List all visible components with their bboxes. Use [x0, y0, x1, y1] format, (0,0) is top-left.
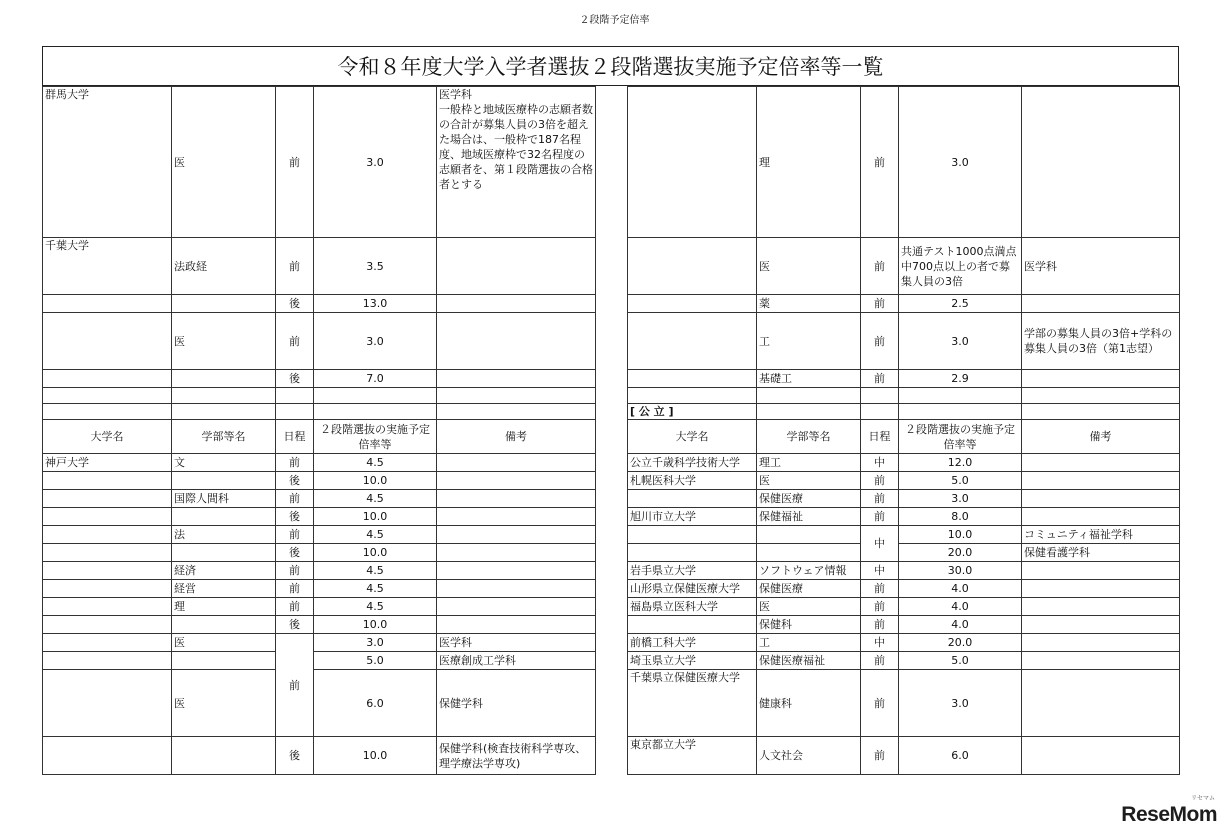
- schedule-cell: 前: [861, 238, 899, 295]
- faculty-cell: 工: [757, 634, 861, 652]
- table-row: [43, 295, 596, 313]
- rate-cell: 4.0: [899, 616, 1022, 634]
- faculty-cell: 医: [172, 87, 276, 238]
- table-row: [628, 562, 1180, 580]
- schedule-cell: 前: [276, 526, 314, 544]
- table-row: [628, 238, 1180, 295]
- table-row: [43, 454, 596, 472]
- table-row: [43, 737, 596, 775]
- header-schedule: 日程: [861, 420, 899, 454]
- rate-cell: 10.0: [314, 544, 437, 562]
- faculty-cell: 理: [172, 598, 276, 616]
- schedule-cell: 前: [276, 313, 314, 370]
- resemom-logo: ReseMom: [1121, 803, 1217, 826]
- header-rate: ２段階選抜の実施予定倍率等: [899, 420, 1022, 454]
- univ-cell: 福島県立医科大学: [628, 598, 757, 616]
- schedule-cell: 前: [276, 87, 314, 238]
- univ-cell: 岩手県立大学: [628, 562, 757, 580]
- note-cell: [437, 370, 596, 388]
- table-row: [628, 652, 1180, 670]
- rate-cell: 4.5: [314, 598, 437, 616]
- rate-cell: 6.0: [899, 737, 1022, 775]
- univ-cell: 埼玉県立大学: [628, 652, 757, 670]
- note-cell: [437, 454, 596, 472]
- univ-cell: 千葉県立保健医療大学: [628, 670, 757, 737]
- note-cell: コミュニティ福祉学科: [1022, 526, 1180, 544]
- faculty-cell: [172, 295, 276, 313]
- rate-cell: 10.0: [314, 472, 437, 490]
- faculty-cell: [172, 370, 276, 388]
- schedule-cell: 前: [276, 580, 314, 598]
- left-table: [42, 86, 596, 775]
- schedule-cell: 前: [861, 580, 899, 598]
- schedule-cell: 中: [861, 526, 899, 562]
- univ-cell: 千葉大学: [43, 238, 172, 295]
- header-row: [43, 420, 596, 454]
- schedule-cell: 中: [861, 562, 899, 580]
- faculty-cell: 保健医療: [757, 580, 861, 598]
- faculty-cell: 医: [757, 238, 861, 295]
- note-cell: 医療創成工学科: [437, 652, 596, 670]
- schedule-cell: 前: [276, 454, 314, 472]
- faculty-cell: 医: [757, 472, 861, 490]
- rate-cell: 2.5: [899, 295, 1022, 313]
- table-row: [628, 670, 1180, 737]
- schedule-cell: 前: [861, 490, 899, 508]
- schedule-cell: 前: [276, 490, 314, 508]
- faculty-cell: 保健福祉: [757, 508, 861, 526]
- schedule-cell: 後: [276, 295, 314, 313]
- table-row: [628, 490, 1180, 508]
- schedule-cell: 前: [861, 508, 899, 526]
- faculty-cell: 理工: [757, 454, 861, 472]
- rate-cell: 3.0: [314, 634, 437, 652]
- note-cell: 医学科 一般枠と地域医療枠の志願者数の合計が募集人員の3倍を超えた場合は、一般枠で187名程度、地域医療枠で32名程度の志願者を、第１段階選抜の合格者とする: [437, 87, 596, 238]
- rate-cell: 10.0: [899, 526, 1022, 544]
- faculty-cell: 基礎工: [757, 370, 861, 388]
- rate-cell: 4.5: [314, 490, 437, 508]
- page-label: ２段階予定倍率: [579, 15, 650, 26]
- rate-cell: 3.0: [899, 670, 1022, 737]
- schedule-cell: 前: [861, 295, 899, 313]
- table-row: [43, 544, 596, 562]
- schedule-cell: 後: [276, 544, 314, 562]
- header-row: [628, 420, 1180, 454]
- faculty-cell: 薬: [757, 295, 861, 313]
- section-label-koritsu: [ 公 立 ]: [628, 404, 757, 420]
- rate-cell: 8.0: [899, 508, 1022, 526]
- rate-cell: 4.5: [314, 454, 437, 472]
- schedule-cell: 後: [276, 616, 314, 634]
- univ-cell: 山形県立保健医療大学: [628, 580, 757, 598]
- table-row: [628, 737, 1180, 775]
- table-row: [43, 616, 596, 634]
- header-univ: 大学名: [628, 420, 757, 454]
- page-title: 令和８年度大学入学者選抜２段階選抜実施予定倍率等一覧: [42, 46, 1179, 86]
- univ-cell: 公立千歳科学技術大学: [628, 454, 757, 472]
- rate-cell: 20.0: [899, 634, 1022, 652]
- schedule-cell: 中: [861, 634, 899, 652]
- rate-cell: 共通テスト1000点満点中700点以上の者で募集人員の3倍: [899, 238, 1022, 295]
- univ-cell: 札幌医科大学: [628, 472, 757, 490]
- table-row: [43, 598, 596, 616]
- rate-cell: 13.0: [314, 295, 437, 313]
- header-note: 備考: [437, 420, 596, 454]
- schedule-cell: 前: [861, 87, 899, 238]
- header-schedule: 日程: [276, 420, 314, 454]
- table-row: [43, 87, 596, 238]
- section-row: [628, 404, 1180, 420]
- spacer-row: [43, 404, 596, 420]
- rate-cell: 3.0: [899, 87, 1022, 238]
- faculty-cell: 保健科: [757, 616, 861, 634]
- faculty-cell: [172, 508, 276, 526]
- schedule-cell: 前: [861, 370, 899, 388]
- rate-cell: 10.0: [314, 737, 437, 775]
- rate-cell: 3.0: [899, 490, 1022, 508]
- rate-cell: 10.0: [314, 508, 437, 526]
- schedule-cell: 前: [861, 313, 899, 370]
- schedule-cell: 中: [861, 454, 899, 472]
- rate-cell: 4.0: [899, 598, 1022, 616]
- univ-cell: 神戸大学: [43, 454, 172, 472]
- table-row: [628, 580, 1180, 598]
- rate-cell: 3.0: [899, 313, 1022, 370]
- faculty-cell: 医: [172, 634, 276, 652]
- faculty-cell: [172, 616, 276, 634]
- table-row: [628, 526, 1180, 544]
- table-row: [43, 313, 596, 370]
- table-row: [43, 526, 596, 544]
- schedule-cell: 前: [276, 562, 314, 580]
- univ-cell: [43, 313, 172, 370]
- table-row: [43, 490, 596, 508]
- table-row: [628, 616, 1180, 634]
- rate-cell: 5.0: [899, 472, 1022, 490]
- note-cell: [437, 295, 596, 313]
- note-cell: 医学科: [1022, 238, 1180, 295]
- schedule-cell: 後: [276, 370, 314, 388]
- schedule-cell: 後: [276, 472, 314, 490]
- faculty-cell: 法政経: [172, 238, 276, 295]
- univ-cell: 旭川市立大学: [628, 508, 757, 526]
- right-table: [627, 86, 1180, 775]
- rate-cell: 5.0: [899, 652, 1022, 670]
- watermark-small: リセマム: [1191, 795, 1215, 802]
- header-faculty: 学部等名: [172, 420, 276, 454]
- faculty-cell: 文: [172, 454, 276, 472]
- faculty-cell: 経済: [172, 562, 276, 580]
- table-row: [628, 634, 1180, 652]
- faculty-cell: ソフトウェア情報: [757, 562, 861, 580]
- faculty-cell: 保健医療: [757, 490, 861, 508]
- rate-cell: 3.5: [314, 238, 437, 295]
- rate-cell: 12.0: [899, 454, 1022, 472]
- table-row: [43, 370, 596, 388]
- faculty-cell: [172, 472, 276, 490]
- spacer-row: [628, 388, 1180, 404]
- table-row: [628, 544, 1180, 562]
- table-row: [628, 87, 1180, 238]
- schedule-cell: 後: [276, 737, 314, 775]
- schedule-cell: 前: [861, 598, 899, 616]
- header-note: 備考: [1022, 420, 1180, 454]
- rate-cell: 3.0: [314, 313, 437, 370]
- faculty-cell: 工: [757, 313, 861, 370]
- rate-cell: 6.0: [314, 670, 437, 737]
- table-row: [628, 598, 1180, 616]
- table-row: [628, 295, 1180, 313]
- rate-cell: 2.9: [899, 370, 1022, 388]
- faculty-cell: 医: [757, 598, 861, 616]
- note-cell: 保健学科(検査技術科学専攻、理学療法学専攻): [437, 737, 596, 775]
- faculty-cell: 国際人間科: [172, 490, 276, 508]
- univ-cell: 群馬大学: [43, 87, 172, 238]
- note-cell: 保健看護学科: [1022, 544, 1180, 562]
- rate-cell: 5.0: [314, 652, 437, 670]
- table-row: [628, 313, 1180, 370]
- rate-cell: 7.0: [314, 370, 437, 388]
- note-cell: 学部の募集人員の3倍+学科の募集人員の3倍（第1志望）: [1022, 313, 1180, 370]
- table-row: [43, 652, 596, 670]
- schedule-cell: 前: [861, 652, 899, 670]
- faculty-cell: 理: [757, 87, 861, 238]
- note-cell: [437, 313, 596, 370]
- faculty-cell: 医: [172, 313, 276, 370]
- schedule-cell: 前: [861, 616, 899, 634]
- rate-cell: 4.0: [899, 580, 1022, 598]
- header-rate: ２段階選抜の実施予定倍率等: [314, 420, 437, 454]
- rate-cell: 30.0: [899, 562, 1022, 580]
- table-row: [43, 472, 596, 490]
- note-cell: 保健学科: [437, 670, 596, 737]
- table-row: [43, 670, 596, 737]
- table-row: [43, 508, 596, 526]
- faculty-cell: 人文社会: [757, 737, 861, 775]
- univ-cell: 前橋工科大学: [628, 634, 757, 652]
- schedule-cell: 前: [861, 670, 899, 737]
- faculty-cell: 経営: [172, 580, 276, 598]
- faculty-cell: 健康科: [757, 670, 861, 737]
- schedule-cell: 前: [276, 598, 314, 616]
- univ-cell: [43, 370, 172, 388]
- rate-cell: 4.5: [314, 580, 437, 598]
- table-row: [43, 580, 596, 598]
- schedule-cell: 前: [861, 737, 899, 775]
- note-cell: 医学科: [437, 634, 596, 652]
- table-row: [628, 472, 1180, 490]
- header-univ: 大学名: [43, 420, 172, 454]
- univ-cell: [43, 295, 172, 313]
- rate-cell: 20.0: [899, 544, 1022, 562]
- table-row: [628, 370, 1180, 388]
- table-row: [628, 454, 1180, 472]
- schedule-cell: 前: [276, 238, 314, 295]
- rate-cell: 3.0: [314, 87, 437, 238]
- faculty-cell: 保健医療福祉: [757, 652, 861, 670]
- rate-cell: 4.5: [314, 562, 437, 580]
- univ-cell: 東京都立大学: [628, 737, 757, 775]
- table-row: [43, 238, 596, 295]
- header-faculty: 学部等名: [757, 420, 861, 454]
- table-row: [628, 508, 1180, 526]
- faculty-cell: 法: [172, 526, 276, 544]
- faculty-cell: [172, 544, 276, 562]
- spacer-row: [43, 388, 596, 404]
- schedule-cell: 前: [861, 472, 899, 490]
- schedule-cell: 前: [276, 634, 314, 737]
- schedule-cell: 後: [276, 508, 314, 526]
- rate-cell: 10.0: [314, 616, 437, 634]
- note-cell: [437, 238, 596, 295]
- faculty-cell: 医: [172, 670, 276, 737]
- table-row: [43, 562, 596, 580]
- rate-cell: 4.5: [314, 526, 437, 544]
- table-row: [43, 634, 596, 652]
